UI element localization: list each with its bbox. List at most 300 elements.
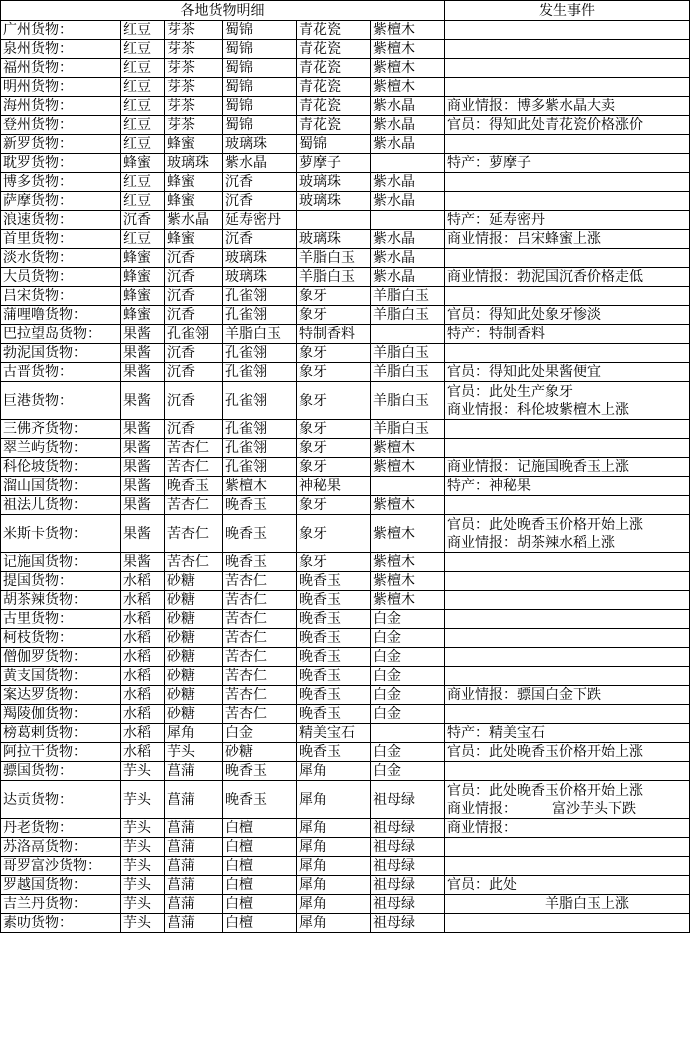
goods-cell: 玻璃珠 [297,173,371,192]
port-name: 巨港货物： [1,382,121,420]
goods-cell: 犀角 [165,724,223,743]
goods-cell: 紫水晶 [223,154,297,173]
goods-cell: 祖母绿 [371,838,445,857]
port-name: 骠国货物： [1,762,121,781]
goods-cell: 白檀 [223,876,297,895]
event-cell [445,21,690,40]
goods-cell: 芋头 [121,914,165,933]
goods-cell: 羊脂白玉 [297,249,371,268]
table-row [1,382,690,420]
table-row [1,876,690,895]
goods-cell: 苦杏仁 [165,553,223,572]
event-line: 商业情报：胡茶辣水稻上涨 [447,534,616,551]
goods-cell: 苦杏仁 [223,591,297,610]
goods-cell: 晚香玉 [223,781,297,819]
goods-cell: 紫檀木 [371,40,445,59]
goods-cell: 红豆 [121,192,165,211]
goods-cell: 晚香玉 [297,705,371,724]
goods-cell: 果酱 [121,344,165,363]
table-row [1,249,690,268]
port-name: 古晋货物： [1,363,121,382]
goods-cell: 红豆 [121,97,165,116]
goods-cell: 晚香玉 [297,610,371,629]
port-name: 巴拉望岛货物： [1,325,121,344]
goods-cell: 水稻 [121,591,165,610]
table-row [1,477,690,496]
goods-cell: 晚香玉 [165,477,223,496]
table-row [1,705,690,724]
goods-cell: 孔雀翎 [223,439,297,458]
goods-cell: 白金 [371,743,445,762]
goods-cell: 羊脂白玉 [371,344,445,363]
port-name: 米斯卡货物： [1,515,121,553]
goods-cell: 紫檀木 [371,553,445,572]
goods-cell: 玻璃珠 [297,192,371,211]
goods-cell: 苦杏仁 [223,572,297,591]
goods-cell: 砂糖 [165,667,223,686]
goods-cell: 犀角 [297,876,371,895]
goods-cell: 芋头 [121,762,165,781]
table-row [1,667,690,686]
goods-cell: 玻璃珠 [223,135,297,154]
goods-cell: 水稻 [121,705,165,724]
port-name: 黄支国货物： [1,667,121,686]
event-cell [445,496,690,515]
goods-cell: 沉香 [223,192,297,211]
goods-cell: 芽茶 [165,78,223,97]
goods-cell: 白金 [371,648,445,667]
goods-cell: 象牙 [297,496,371,515]
goods-cell: 芋头 [121,838,165,857]
table-row [1,819,690,838]
goods-cell: 特制香料 [297,325,371,344]
port-name: 溜山国货物： [1,477,121,496]
goods-cell: 芋头 [121,819,165,838]
goods-cell: 犀角 [297,781,371,819]
goods-cell: 晚香玉 [297,743,371,762]
goods-cell: 白檀 [223,838,297,857]
goods-cell: 菖蒲 [165,762,223,781]
event-line: 官员：得知此处果酱便宜 [447,364,602,380]
goods-cell: 紫水晶 [371,116,445,135]
goods-cell: 白金 [371,762,445,781]
goods-cell: 红豆 [121,21,165,40]
port-name: 新罗货物： [1,135,121,154]
table-row [1,629,690,648]
goods-cell: 延寿密丹 [223,211,297,230]
goods-cell: 紫水晶 [371,135,445,154]
goods-cell: 红豆 [121,173,165,192]
table-row [1,325,690,344]
table-row [1,420,690,439]
goods-cell: 沉香 [165,344,223,363]
goods-cell: 沉香 [165,382,223,420]
goods-cell: 砂糖 [165,610,223,629]
event-cell [445,686,690,705]
port-name: 广州货物： [1,21,121,40]
goods-cell: 蜀锦 [223,97,297,116]
goods-cell: 苦杏仁 [223,705,297,724]
goods-cell: 芋头 [121,857,165,876]
event-line: 商业情报：科伦坡紫檀木上涨 [447,401,630,418]
goods-cell: 祖母绿 [371,781,445,819]
goods-cell: 沉香 [165,420,223,439]
goods-cell: 芽茶 [165,59,223,78]
goods-cell: 芋头 [165,743,223,762]
goods-cell: 蜀锦 [223,116,297,135]
event-cell [445,230,690,249]
goods-cell: 蜀锦 [297,135,371,154]
event-cell [445,914,690,933]
goods-cell: 象牙 [297,439,371,458]
event-line: 特产：萝摩子 [447,155,532,171]
goods-cell: 青花瓷 [297,40,371,59]
goods-cell: 沉香 [165,287,223,306]
goods-cell: 砂糖 [223,743,297,762]
event-cell [445,287,690,306]
table-row [1,116,690,135]
table-row [1,857,690,876]
goods-cell: 沉香 [121,211,165,230]
port-name: 罗越国货物： [1,876,121,895]
port-name: 案达罗货物： [1,686,121,705]
goods-cell: 果酱 [121,515,165,553]
event-cell [445,838,690,857]
goods-cell: 晚香玉 [297,648,371,667]
goods-cell [297,211,371,230]
table-row [1,135,690,154]
goods-cell: 白檀 [223,914,297,933]
goods-cell: 白檀 [223,819,297,838]
port-name: 羯陵伽货物： [1,705,121,724]
goods-cell: 紫檀木 [371,591,445,610]
goods-cell: 孔雀翎 [165,325,223,344]
goods-cell: 羊脂白玉 [371,363,445,382]
goods-cell: 祖母绿 [371,876,445,895]
event-line: 商业情报：吕宋蜂蜜上涨 [447,231,602,247]
event-cell [445,743,690,762]
goods-cell: 芽茶 [165,21,223,40]
goods-cell: 水稻 [121,629,165,648]
event-line: 特产：神秘果 [447,478,532,494]
goods-cell: 孔雀翎 [223,458,297,477]
port-name: 登州货物： [1,116,121,135]
table-row [1,895,690,914]
goods-cell: 蜂蜜 [121,154,165,173]
event-cell [445,420,690,439]
goods-cell: 紫水晶 [371,173,445,192]
event-cell [445,610,690,629]
port-name: 福州货物： [1,59,121,78]
goods-cell: 蜂蜜 [121,249,165,268]
table-row [1,306,690,325]
goods-cell: 青花瓷 [297,116,371,135]
event-line: 官员：此处晚香玉价格开始上涨 [447,782,644,799]
goods-cell: 紫水晶 [371,268,445,287]
port-name: 萨摩货物： [1,192,121,211]
goods-cell: 青花瓷 [297,59,371,78]
event-cell [445,306,690,325]
event-line: 官员：此处晚香玉价格开始上涨 [447,516,644,533]
header-goods: 各地货物明细 [1,1,445,21]
goods-cell: 芽茶 [165,116,223,135]
goods-cell: 紫水晶 [371,97,445,116]
goods-cell: 孔雀翎 [223,363,297,382]
goods-cell: 晚香玉 [223,553,297,572]
table-row [1,97,690,116]
goods-cell: 芽茶 [165,40,223,59]
goods-cell: 羊脂白玉 [371,420,445,439]
event-cell [445,59,690,78]
goods-cell: 孔雀翎 [223,287,297,306]
port-name: 榜葛剌货物： [1,724,121,743]
event-line: 商业情报：勃泥国沉香价格走低 [447,269,644,285]
goods-cell: 紫水晶 [371,249,445,268]
goods-cell: 水稻 [121,667,165,686]
goods-cell: 白金 [371,667,445,686]
goods-cell: 红豆 [121,40,165,59]
event-cell [445,648,690,667]
goods-cell: 孔雀翎 [223,306,297,325]
table-row [1,762,690,781]
goods-cell: 白金 [371,629,445,648]
goods-cell: 紫水晶 [371,192,445,211]
port-name: 科伦坡货物： [1,458,121,477]
port-name: 泉州货物： [1,40,121,59]
goods-cell: 水稻 [121,686,165,705]
table-row [1,173,690,192]
event-cell [445,382,690,420]
event-cell [445,325,690,344]
table-row [1,40,690,59]
table-row [1,154,690,173]
goods-cell: 水稻 [121,648,165,667]
event-cell [445,876,690,895]
header-row [1,1,690,21]
goods-cell: 沉香 [165,249,223,268]
table-row [1,648,690,667]
goods-cell: 犀角 [297,914,371,933]
port-name: 耽罗货物： [1,154,121,173]
event-cell [445,477,690,496]
port-name: 提国货物： [1,572,121,591]
event-cell [445,705,690,724]
goods-cell: 蜂蜜 [165,230,223,249]
goods-cell: 象牙 [297,306,371,325]
goods-cell: 沉香 [165,306,223,325]
table-row [1,591,690,610]
table-row [1,287,690,306]
goods-cell: 象牙 [297,287,371,306]
goods-cell [371,154,445,173]
goods-cell: 紫檀木 [223,477,297,496]
goods-cell: 水稻 [121,610,165,629]
event-cell [445,515,690,553]
goods-cell [371,724,445,743]
table-row [1,21,690,40]
goods-cell: 紫水晶 [165,211,223,230]
goods-cell: 祖母绿 [371,819,445,838]
goods-cell: 玻璃珠 [165,154,223,173]
goods-cell: 水稻 [121,572,165,591]
goods-cell: 蜂蜜 [165,173,223,192]
table-row [1,724,690,743]
port-name: 首里货物： [1,230,121,249]
event-cell [445,344,690,363]
port-name: 博多货物： [1,173,121,192]
goods-cell: 红豆 [121,116,165,135]
event-cell [445,572,690,591]
event-line: 官员：得知此处象牙惨淡 [447,307,602,323]
goods-cell: 晚香玉 [223,496,297,515]
table-row [1,515,690,553]
port-name: 柯枝货物： [1,629,121,648]
goods-cell: 祖母绿 [371,914,445,933]
goods-cell: 砂糖 [165,686,223,705]
goods-cell: 苦杏仁 [165,458,223,477]
event-cell [445,40,690,59]
goods-cell: 蜂蜜 [121,306,165,325]
goods-cell: 果酱 [121,363,165,382]
goods-cell: 孔雀翎 [223,382,297,420]
header-events: 发生事件 [445,1,690,21]
goods-cell: 象牙 [297,458,371,477]
goods-cell: 砂糖 [165,705,223,724]
table-row [1,610,690,629]
goods-cell: 紫檀木 [371,21,445,40]
port-name: 三佛齐货物： [1,420,121,439]
goods-cell: 孔雀翎 [223,344,297,363]
event-cell [445,458,690,477]
port-name: 古里货物： [1,610,121,629]
goods-cell: 白檀 [223,857,297,876]
goods-cell: 苦杏仁 [223,629,297,648]
goods-cell: 菖蒲 [165,914,223,933]
table-row [1,268,690,287]
event-line: 商业情报： 富沙芋头下跌 [447,800,637,817]
goods-cell: 犀角 [297,762,371,781]
port-name: 淡水货物： [1,249,121,268]
event-cell [445,268,690,287]
port-name: 哥罗富沙货物： [1,857,121,876]
goods-cell: 紫檀木 [371,439,445,458]
goods-cell: 祖母绿 [371,857,445,876]
goods-cell: 孔雀翎 [223,420,297,439]
goods-cell: 白金 [371,610,445,629]
event-cell [445,857,690,876]
goods-cell: 芋头 [121,895,165,914]
event-line: 官员：此处晚香玉价格开始上涨 [447,744,644,760]
goods-cell: 果酱 [121,496,165,515]
event-cell [445,819,690,838]
goods-cell: 菖蒲 [165,895,223,914]
port-name: 明州货物： [1,78,121,97]
goods-cell: 芋头 [121,781,165,819]
goods-cell: 苦杏仁 [223,648,297,667]
goods-cell: 红豆 [121,59,165,78]
goods-cell: 玻璃珠 [223,249,297,268]
table-body [1,21,690,933]
table-row [1,781,690,819]
event-cell [445,116,690,135]
goods-cell [371,211,445,230]
goods-cell: 果酱 [121,420,165,439]
event-line: 官员：得知此处青花瓷价格涨价 [447,117,644,133]
event-cell [445,762,690,781]
goods-cell: 砂糖 [165,572,223,591]
table-row [1,914,690,933]
goods-cell: 象牙 [297,515,371,553]
goods-cell: 菖蒲 [165,857,223,876]
goods-cell: 菖蒲 [165,819,223,838]
goods-cell: 蜂蜜 [165,192,223,211]
event-line: 官员：此处 [447,877,518,893]
table-row [1,686,690,705]
goods-cell: 晚香玉 [297,667,371,686]
event-cell [445,591,690,610]
goods-cell: 蜂蜜 [165,135,223,154]
event-cell [445,439,690,458]
event-cell [445,629,690,648]
goods-cell: 红豆 [121,230,165,249]
event-line: 商业情报：记施国晚香玉上涨 [447,459,630,475]
event-cell [445,553,690,572]
table-row [1,838,690,857]
goods-cell: 苦杏仁 [223,667,297,686]
goods-cell: 砂糖 [165,629,223,648]
event-cell [445,249,690,268]
goods-cell: 萝摩子 [297,154,371,173]
goods-cell: 羊脂白玉 [371,287,445,306]
goods-cell: 紫檀木 [371,59,445,78]
goods-cell: 紫檀木 [371,78,445,97]
port-name: 丹老货物： [1,819,121,838]
table-row [1,496,690,515]
goods-cell: 水稻 [121,724,165,743]
port-name: 苏洛鬲货物： [1,838,121,857]
port-name: 浪速货物： [1,211,121,230]
port-name: 大员货物： [1,268,121,287]
goods-cell: 砂糖 [165,591,223,610]
port-name: 海州货物： [1,97,121,116]
event-line: 特产：特制香料 [447,326,546,342]
goods-cell: 犀角 [297,857,371,876]
goods-cell: 果酱 [121,553,165,572]
goods-cell [371,325,445,344]
goods-cell: 晚香玉 [297,686,371,705]
goods-cell: 玻璃珠 [223,268,297,287]
goods-cell: 象牙 [297,553,371,572]
table-row [1,59,690,78]
goods-cell: 红豆 [121,135,165,154]
goods-cell: 果酱 [121,325,165,344]
goods-cell: 晚香玉 [297,591,371,610]
table-row [1,553,690,572]
table-row [1,230,690,249]
table-row [1,743,690,762]
event-cell [445,97,690,116]
goods-cell: 紫水晶 [371,230,445,249]
goods-cell: 紫檀木 [371,515,445,553]
table-row [1,363,690,382]
table-row [1,192,690,211]
event-line: 羊脂白玉上涨 [447,896,630,912]
goods-cell: 苦杏仁 [223,610,297,629]
goods-cell: 羊脂白玉 [371,382,445,420]
goods-cell: 沉香 [223,173,297,192]
goods-cell: 晚香玉 [223,515,297,553]
goods-cell: 菖蒲 [165,876,223,895]
